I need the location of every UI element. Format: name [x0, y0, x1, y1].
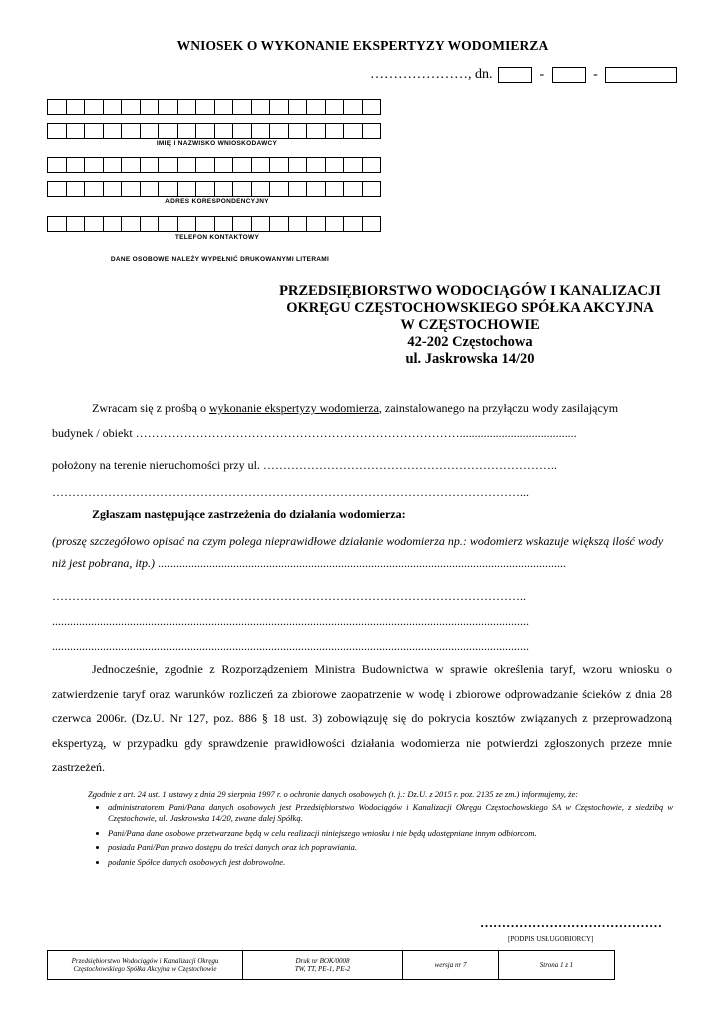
letter-cell[interactable] — [140, 216, 160, 232]
footer-version: wersja nr 7 — [403, 951, 499, 979]
letter-cell[interactable] — [325, 216, 345, 232]
letter-cell[interactable] — [121, 99, 141, 115]
name-grid-row1[interactable] — [47, 99, 380, 115]
letter-cell[interactable] — [195, 123, 215, 139]
letter-cell[interactable] — [103, 157, 123, 173]
letter-cell[interactable] — [306, 99, 326, 115]
letter-cell[interactable] — [158, 216, 178, 232]
complaint-line[interactable]: ............................................................................................................................................................... — [52, 614, 529, 628]
letter-cell[interactable] — [47, 123, 67, 139]
letter-cell[interactable] — [177, 157, 197, 173]
letter-cell[interactable] — [121, 216, 141, 232]
letter-cell[interactable] — [269, 99, 289, 115]
letter-cell[interactable] — [177, 123, 197, 139]
letter-cell[interactable] — [325, 123, 345, 139]
letter-cell[interactable] — [177, 99, 197, 115]
street-line[interactable]: położony na terenie nieruchomości przy ul. ……………………………………………………………….. — [52, 458, 557, 472]
letter-cell[interactable] — [362, 123, 382, 139]
letter-cell[interactable] — [232, 123, 252, 139]
signature-line[interactable]: …………………………………… — [480, 915, 662, 930]
letter-cell[interactable] — [269, 123, 289, 139]
signature-label: [PODPIS USŁUGOBIORCY] — [508, 935, 594, 943]
letter-cell[interactable] — [66, 216, 86, 232]
place-dots: …………………, dn. — [370, 67, 493, 83]
letter-cell[interactable] — [158, 99, 178, 115]
page-title: WNIOSEK O WYKONANIE EKSPERTYZY WODOMIERZA — [176, 38, 549, 53]
letter-cell[interactable] — [232, 181, 252, 197]
letter-cell[interactable] — [47, 157, 67, 173]
addressee-block — [260, 283, 680, 368]
letter-cell[interactable] — [103, 181, 123, 197]
letter-cell[interactable] — [84, 157, 104, 173]
instruction-dots: ........................................................................................................................................ — [155, 556, 567, 570]
letter-cell[interactable] — [121, 181, 141, 197]
personal-data-note: DANE OSOBOWE NALEŻY WYPEŁNIĆ DRUKOWANYMI LITERAMI — [110, 256, 330, 263]
letter-cell[interactable] — [47, 181, 67, 197]
letter-cell[interactable] — [362, 99, 382, 115]
request-paragraph — [52, 396, 672, 421]
letter-cell[interactable] — [158, 181, 178, 197]
footer-form-number — [243, 951, 403, 979]
letter-cell[interactable] — [232, 99, 252, 115]
letter-cell[interactable] — [269, 157, 289, 173]
letter-cell[interactable] — [195, 216, 215, 232]
letter-cell[interactable] — [66, 123, 86, 139]
letter-cell[interactable] — [232, 157, 252, 173]
letter-cell[interactable] — [325, 157, 345, 173]
letter-cell[interactable] — [306, 216, 326, 232]
letter-cell[interactable] — [140, 157, 160, 173]
complaints-instruction-2[interactable] — [52, 551, 672, 576]
letter-cell[interactable] — [214, 99, 234, 115]
year-field[interactable] — [605, 67, 677, 83]
letter-cell[interactable] — [121, 157, 141, 173]
date-separator: - — [539, 67, 545, 83]
letter-cell[interactable] — [158, 123, 178, 139]
letter-cell[interactable] — [195, 157, 215, 173]
gdpr-intro: Zgodnie z art. 24 ust. 1 ustawy z dnia 29 sierpnia 1997 r. o ochronie danych osobowych (t. j.: Dz.U. z 2015 r. poz. 2135 ze zm.) informujemy, że: — [88, 789, 579, 799]
letter-cell[interactable] — [288, 216, 308, 232]
letter-cell[interactable] — [251, 123, 271, 139]
complaints-heading: Zgłaszam następujące zastrzeżenia do działania wodomierza: — [92, 507, 406, 521]
name-label: IMIĘ I NAZWISKO WNIOSKODAWCY — [156, 140, 278, 147]
date-separator: - — [593, 67, 598, 83]
letter-cell[interactable] — [66, 157, 86, 173]
gdpr-item: • podanie Spółce danych osobowych jest dobrowolne. — [108, 857, 673, 869]
declaration-paragraph: Jednocześnie, zgodnie z Rozporządzeniem Ministra Budownictwa w sprawie określenia taryf, wzoru wniosku o zatwierdzenie taryf oraz warunków rozliczeń za zbiorowe zaopatrzenie w wodę i zbiorowe odprowadzanie ścieków z dnia 28 czerwca 2006r. (Dz.U. Nr 127, poz. 886 § 18 ust. 3) zobowiązuję się do pokrycia kosztów związanych z przeprowadzoną ekspertyzą, w przypadku gdy sprawdzenie prawidłowości działania wodomierza nie potwierdzi zgłoszonych przeze mnie zastrzeżeń. — [52, 662, 672, 774]
letter-cell[interactable] — [362, 216, 382, 232]
letter-cell[interactable] — [66, 99, 86, 115]
instruction-text: niż jest pobrana, itp.) — [52, 556, 156, 570]
addressee-line: PRZEDSIĘBIORSTWO WODOCIĄGÓW I KANALIZACJI — [279, 283, 661, 299]
letter-cell[interactable] — [214, 123, 234, 139]
address-label: ADRES KORESPONDENCYJNY — [165, 198, 269, 205]
day-field[interactable] — [498, 67, 532, 83]
address-grid-row1[interactable] — [47, 157, 380, 173]
letter-cell[interactable] — [158, 157, 178, 173]
letter-cell[interactable] — [325, 99, 345, 115]
letter-cell[interactable] — [343, 99, 363, 115]
letter-cell[interactable] — [362, 157, 382, 173]
request-text: , zainstalowanego na przyłączu wody zasilającym — [378, 401, 619, 415]
letter-cell[interactable] — [288, 181, 308, 197]
letter-cell[interactable] — [195, 99, 215, 115]
request-text: Zwracam się z prośbą o — [92, 401, 209, 415]
letter-cell[interactable] — [140, 181, 160, 197]
letter-cell[interactable] — [288, 99, 308, 115]
letter-cell[interactable] — [269, 216, 289, 232]
letter-cell[interactable] — [103, 99, 123, 115]
letter-cell[interactable] — [121, 123, 141, 139]
letter-cell[interactable] — [103, 216, 123, 232]
letter-cell[interactable] — [343, 216, 363, 232]
addressee-line: OKRĘGU CZĘSTOCHOWSKIEGO SPÓŁKA AKCYJNA — [286, 300, 654, 316]
month-field[interactable] — [552, 67, 586, 83]
name-grid-row2[interactable] — [47, 123, 380, 139]
gdpr-item: • Pani/Pana dane osobowe przetwarzane będą w celu realizacji niniejszego wniosku i nie będą udostępniane innym odbiorcom. — [108, 828, 673, 840]
letter-cell[interactable] — [177, 216, 197, 232]
letter-cell[interactable] — [306, 181, 326, 197]
letter-cell[interactable] — [84, 99, 104, 115]
letter-cell[interactable] — [214, 216, 234, 232]
letter-cell[interactable] — [214, 181, 234, 197]
phone-grid[interactable] — [47, 216, 380, 232]
letter-cell[interactable] — [251, 157, 271, 173]
phone-label: TELEFON KONTAKTOWY — [174, 234, 260, 241]
letter-cell[interactable] — [288, 157, 308, 173]
letter-cell[interactable] — [343, 157, 363, 173]
letter-cell[interactable] — [66, 181, 86, 197]
letter-cell[interactable] — [306, 157, 326, 173]
letter-cell[interactable] — [251, 181, 271, 197]
footer-table — [47, 950, 615, 980]
gdpr-item: • posiada Pani/Pan prawo dostępu do treści danych oraz ich poprawiania. — [108, 842, 673, 854]
complaints-instruction: (proszę szczegółowo opisać na czym polega nieprawidłowe działanie wodomierza np.: wodomierz wskazuje większą ilość wody — [52, 534, 664, 548]
letter-cell[interactable] — [47, 216, 67, 232]
letter-cell[interactable] — [84, 181, 104, 197]
request-subject: wykonanie ekspertyzy wodomierza — [208, 401, 379, 415]
date-line — [370, 67, 677, 83]
letter-cell[interactable] — [362, 181, 382, 197]
form-codes: TW, TT, PE-1, PE-2 — [294, 965, 351, 973]
complaint-line[interactable]: ............................................................................................................................................................... — [52, 639, 529, 653]
footer-page: Strona 1 z 1 — [539, 960, 574, 969]
letter-cell[interactable] — [251, 216, 271, 232]
letter-cell[interactable] — [325, 181, 345, 197]
address-grid-row2[interactable] — [47, 181, 380, 197]
gdpr-item: • administratorem Pani/Pana danych osobowych jest Przedsiębiorstwo Wodociągów i Kanalizacji Okręgu Częstochowskiego SA w Częstochowie, z siedzibą w Częstochowie, ul. Jaskrowska 14/20, zwane dalej Spółką. — [108, 802, 673, 825]
letter-cell[interactable] — [251, 99, 271, 115]
letter-cell[interactable] — [195, 181, 215, 197]
letter-cell[interactable] — [177, 181, 197, 197]
form-number: Druk nr BOK/0008 — [295, 956, 350, 965]
letter-cell[interactable] — [140, 99, 160, 115]
letter-cell[interactable] — [343, 123, 363, 139]
letter-cell[interactable] — [47, 99, 67, 115]
letter-cell[interactable] — [84, 216, 104, 232]
letter-cell[interactable] — [140, 123, 160, 139]
letter-cell[interactable] — [343, 181, 363, 197]
footer-company: Przedsiębiorstwo Wodociągów i Kanalizacji Okręgu Częstochowskiego Spółka Akcyjna w Częstochowie — [48, 951, 243, 979]
object-line[interactable]: budynek / obiekt ………………………………………………………………………....................................... — [52, 426, 577, 440]
letter-cell[interactable] — [269, 181, 289, 197]
letter-cell[interactable] — [306, 123, 326, 139]
addressee-line: W CZĘSTOCHOWIE — [400, 317, 540, 333]
letter-cell[interactable] — [103, 123, 123, 139]
street-line-2[interactable]: ………………………………………………………………………………………………………... — [52, 485, 529, 499]
letter-cell[interactable] — [288, 123, 308, 139]
letter-cell[interactable] — [84, 123, 104, 139]
addressee-line: 42-202 Częstochowa — [407, 334, 533, 350]
letter-cell[interactable] — [232, 216, 252, 232]
gdpr-notice — [88, 789, 673, 871]
addressee-line: ul. Jaskrowska 14/20 — [405, 351, 535, 367]
complaint-line[interactable]: ……………………………………………………………………………………………………….. — [52, 589, 526, 603]
letter-cell[interactable] — [214, 157, 234, 173]
